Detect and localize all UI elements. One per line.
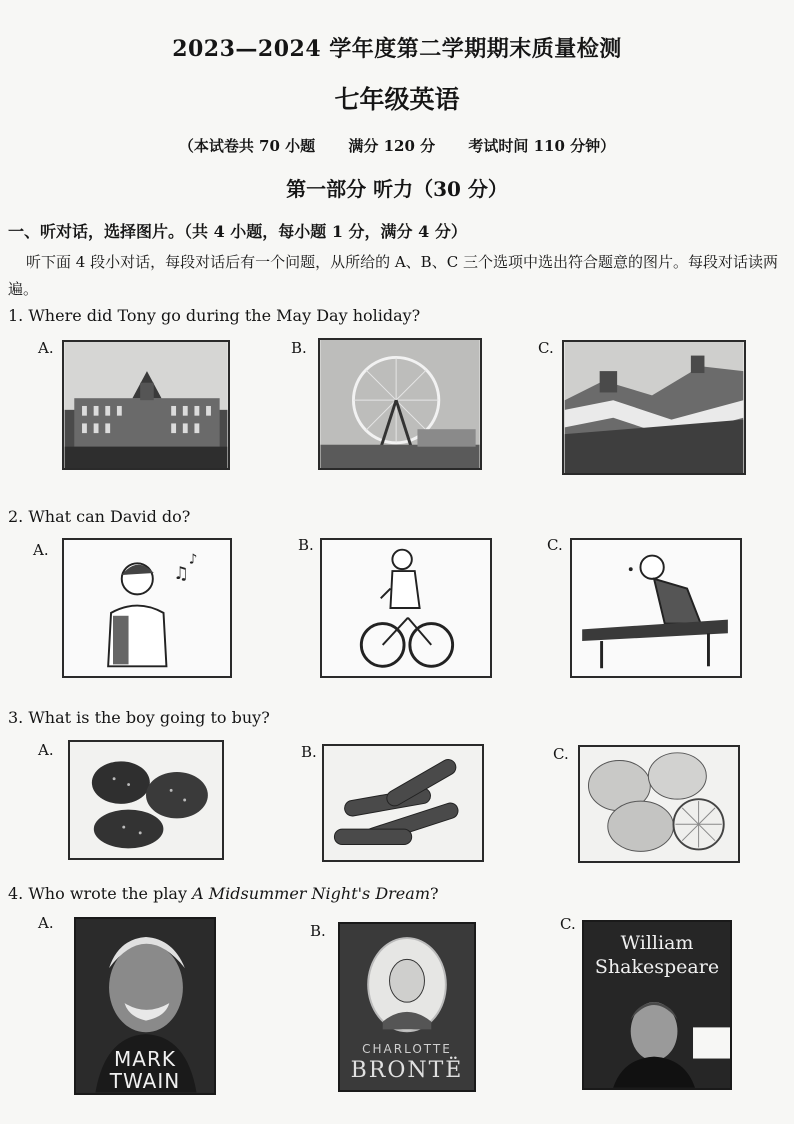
q2-option-b-image bbox=[320, 538, 492, 678]
q1-option-c-image bbox=[562, 340, 746, 475]
exam-subtitle: 七年级英语 bbox=[334, 85, 460, 114]
q4-option-b-label: B. bbox=[310, 922, 326, 940]
q1-option-c-label: C. bbox=[538, 339, 554, 357]
q1-option-a-label: A. bbox=[38, 339, 54, 357]
exam-info bbox=[0, 135, 794, 156]
section-heading: 一、听对话，选择图片。（共 4 小题，每小题 1 分，满分 4 分） bbox=[8, 222, 467, 241]
strawberries-illustration bbox=[70, 742, 222, 858]
q4-option-c-label: C. bbox=[560, 915, 576, 933]
q2-option-a-image bbox=[62, 538, 232, 678]
q2-option-a-label: A. bbox=[33, 541, 49, 559]
q3-option-a-label: A. bbox=[38, 741, 54, 759]
q1-option-a-image bbox=[62, 340, 230, 470]
q2-option-c-label: C. bbox=[547, 536, 563, 554]
palace-illustration bbox=[64, 342, 228, 468]
full-score: 满分 120 分 bbox=[348, 137, 436, 155]
svg-text:♫: ♫ bbox=[173, 563, 189, 584]
book-c-line1: William bbox=[620, 932, 694, 954]
question-3: 3. What is the boy going to buy? bbox=[8, 708, 270, 727]
question-2: 2. What can David do? bbox=[8, 507, 191, 526]
question-4 bbox=[8, 884, 439, 903]
ferris-wheel-illustration bbox=[320, 340, 480, 468]
book-b-line1: CHARLOTTE bbox=[362, 1042, 452, 1056]
play-title: A Midsummer Night's Dream bbox=[192, 884, 430, 903]
exam-title: 2023—2024 学年度第二学期期末质量检测 bbox=[172, 36, 622, 62]
book-c-line2: Shakespeare bbox=[594, 956, 720, 978]
q4-option-a-book-cover bbox=[74, 917, 216, 1095]
book-a-line2: TWAIN bbox=[109, 1069, 181, 1093]
q3-option-b-image bbox=[322, 744, 484, 862]
q4-option-a-label: A. bbox=[38, 914, 54, 932]
q3-option-c-image bbox=[578, 745, 740, 863]
book-b-line2: BRONTË bbox=[350, 1058, 464, 1083]
q3-option-a-image bbox=[68, 740, 224, 860]
question-4-suffix: ? bbox=[429, 884, 439, 903]
book-a-line1: MARK bbox=[114, 1047, 176, 1071]
great-wall-illustration bbox=[564, 342, 744, 473]
svg-text:♪: ♪ bbox=[188, 551, 198, 568]
q1-option-b-label: B. bbox=[291, 339, 307, 357]
ping-pong-boy-illustration bbox=[572, 540, 740, 676]
question-1: 1. Where did Tony go during the May Day holiday? bbox=[8, 306, 421, 325]
q3-option-b-label: B. bbox=[301, 743, 317, 761]
cycling-boy-illustration bbox=[322, 540, 490, 676]
section-instructions: 听下面 4 段小对话，每段对话后有一个问题，从所给的 A、B、C 三个选项中选出符合题意的图片。每段对话读两遍。 bbox=[8, 253, 778, 298]
q3-option-c-label: C. bbox=[553, 745, 569, 763]
q2-option-b-label: B. bbox=[298, 536, 314, 554]
part-title: 第一部分 听力（30 分） bbox=[286, 177, 508, 201]
exam-time: 考试时间 110 分钟） bbox=[468, 137, 616, 155]
q2-option-c-image bbox=[570, 538, 742, 678]
q4-option-b-book-cover bbox=[338, 922, 476, 1092]
question-count: （本试卷共 70 小题 bbox=[178, 137, 316, 155]
carrots-illustration bbox=[324, 746, 482, 860]
lemons-illustration bbox=[580, 747, 738, 861]
q1-option-b-image bbox=[318, 338, 482, 470]
singing-boy-illustration bbox=[64, 540, 230, 676]
q4-option-c-book-cover bbox=[582, 920, 732, 1090]
question-4-prefix: 4. Who wrote the play bbox=[8, 884, 193, 903]
